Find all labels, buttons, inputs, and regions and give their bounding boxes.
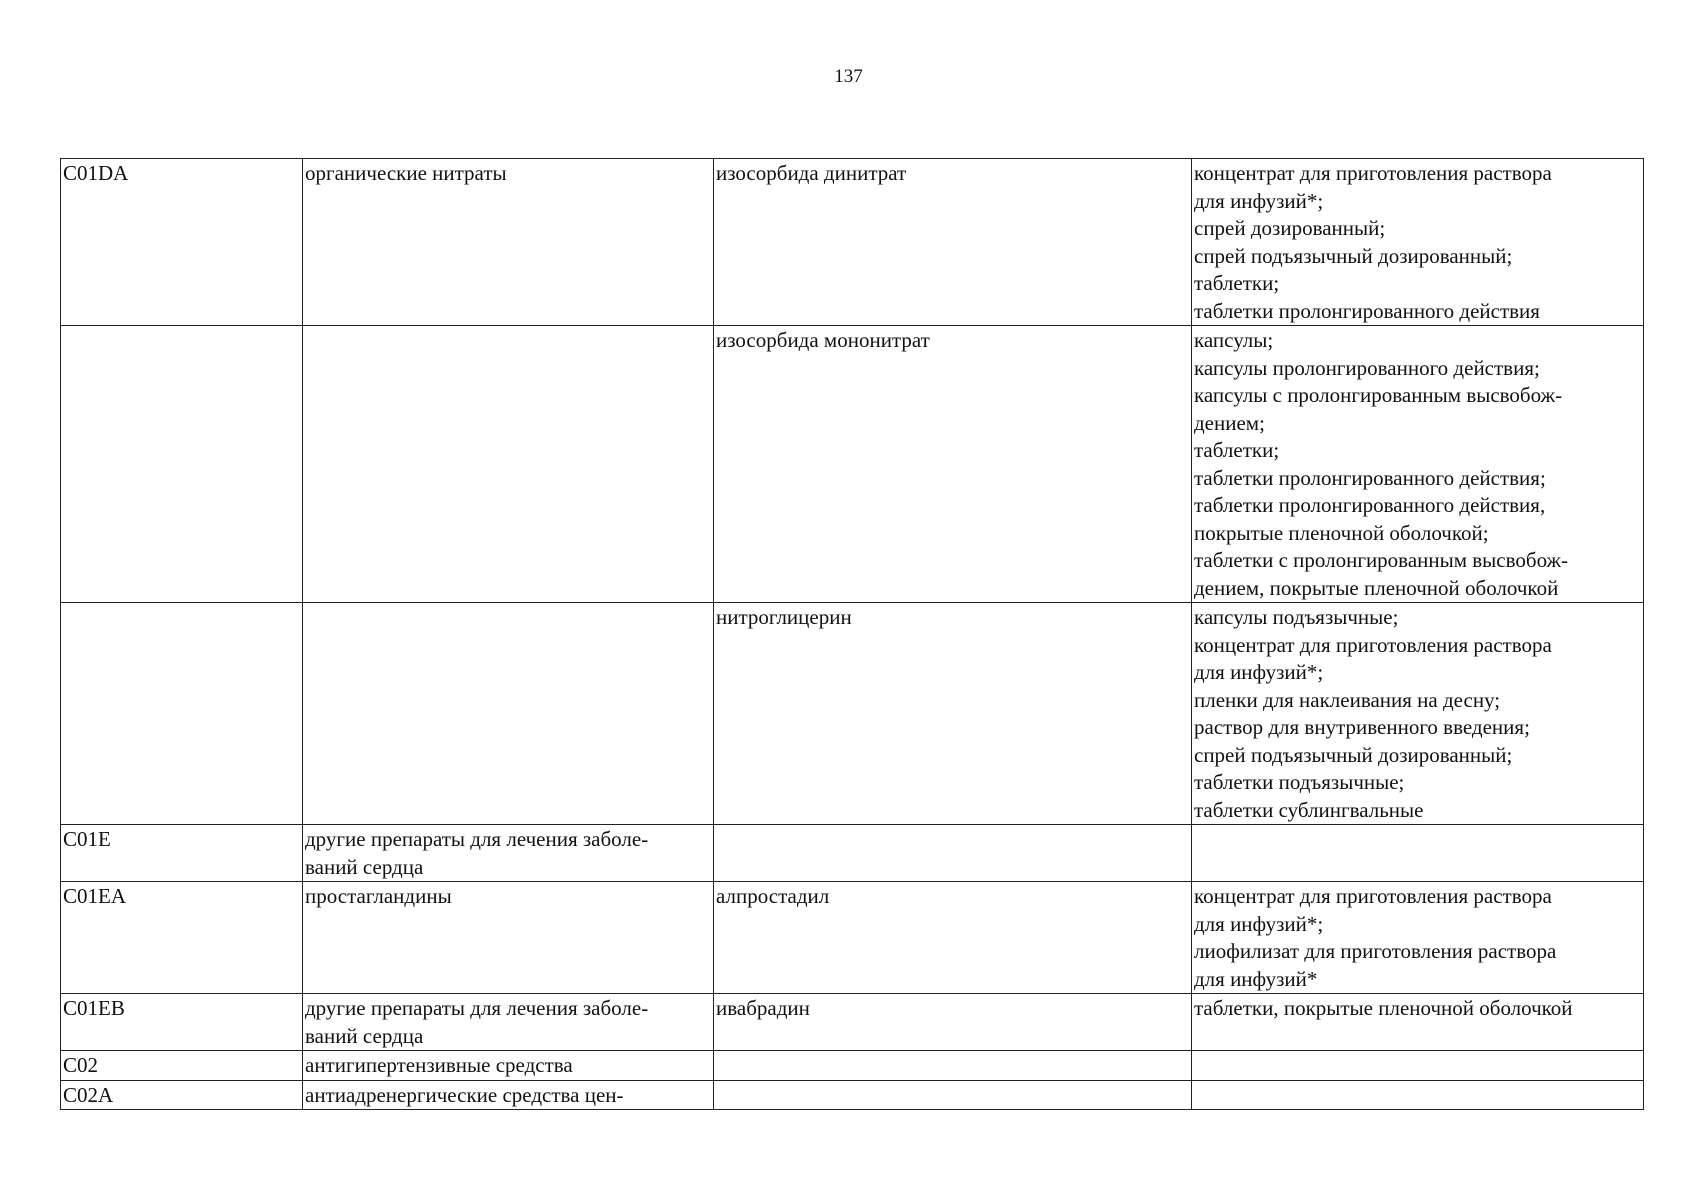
dosage-form-line: дением; [1194, 410, 1265, 435]
drug-name-cell: изосорбида мононитрат [714, 326, 1192, 603]
dosage-form-line: таблетки пролонгированного действия, [1194, 493, 1546, 517]
table-body [61, 159, 1644, 1110]
dosage-form-line: для инфузий* [1194, 966, 1318, 991]
dosage-form-line: капсулы подъязычные; [1194, 605, 1399, 629]
group-text-line: ваний сердца [305, 1023, 424, 1048]
table-row [61, 603, 1644, 825]
dosage-form-cell [1192, 1080, 1644, 1110]
table-row [61, 882, 1644, 994]
dosage-form-line: концентрат для приготовления раствора [1194, 161, 1552, 185]
group-text-line: антигипертензивные средства [305, 1053, 573, 1077]
pharmacological-group-cell [303, 882, 714, 994]
pharmacological-group-cell [303, 603, 714, 825]
dosage-form-line: таблетки; [1194, 438, 1280, 462]
table-row [61, 825, 1644, 882]
table-row [61, 159, 1644, 326]
drug-name-cell: алпростадил [714, 882, 1192, 994]
dosage-form-line: для инфузий*; [1194, 660, 1324, 684]
atc-code-cell: C01EA [61, 882, 303, 994]
pharmacological-group-cell [303, 825, 714, 882]
table-row [61, 994, 1644, 1051]
group-text-line: другие препараты для лечения заболе- [305, 996, 649, 1020]
page-number: 137 [834, 66, 863, 87]
dosage-form-line: раствор для внутривенного введения; [1194, 715, 1530, 739]
atc-code-cell: C01E [61, 825, 303, 882]
dosage-form-line: спрей подъязычный дозированный; [1194, 243, 1513, 268]
group-text-line: органические нитраты [305, 161, 507, 185]
pharmacological-group-cell [303, 994, 714, 1051]
dosage-form-line: таблетки пролонгированного действия [1194, 298, 1540, 323]
dosage-form-line: лиофилизат для приготовления раствора [1194, 939, 1557, 963]
group-text-line: антиадренергические средства цен- [305, 1082, 624, 1107]
dosage-form-cell [1192, 1051, 1644, 1081]
dosage-form-cell [1192, 825, 1644, 882]
pharmacological-group-cell [303, 1051, 714, 1081]
group-text-line: другие препараты для лечения заболе- [305, 827, 649, 851]
dosage-form-line: спрей подъязычный дозированный; [1194, 742, 1513, 767]
atc-code-cell [61, 603, 303, 825]
dosage-form-cell [1192, 603, 1644, 825]
drug-name-cell [714, 1051, 1192, 1081]
dosage-form-line: капсулы; [1194, 328, 1274, 352]
atc-code-cell [61, 326, 303, 603]
dosage-form-cell [1192, 326, 1644, 603]
group-text-line: простагландины [305, 884, 452, 908]
table-row [61, 1080, 1644, 1110]
table-row [61, 326, 1644, 603]
dosage-form-line: капсулы с пролонгированным высвобож- [1194, 383, 1563, 407]
dosage-form-line: таблетки; [1194, 271, 1280, 295]
atc-code-cell: C01DA [61, 159, 303, 326]
pharmacological-group-cell [303, 159, 714, 326]
drug-name-cell [714, 1080, 1192, 1110]
pharmacological-group-cell [303, 326, 714, 603]
atc-code-cell: C01EB [61, 994, 303, 1051]
dosage-form-line: спрей дозированный; [1194, 216, 1386, 240]
drug-name-cell: изосорбида динитрат [714, 159, 1192, 326]
dosage-form-cell [1192, 994, 1644, 1051]
atc-code-cell: C02 [61, 1051, 303, 1081]
dosage-form-line: пленки для наклеивания на десну; [1194, 687, 1501, 712]
dosage-form-line: для инфузий*; [1194, 911, 1324, 936]
table-row [61, 1051, 1644, 1081]
drug-name-cell [714, 825, 1192, 882]
dosage-form-line: концентрат для приготовления раствора [1194, 632, 1552, 657]
dosage-form-line: капсулы пролонгированного действия; [1194, 355, 1540, 380]
dosage-form-line: дением, покрытые пленочной оболочкой [1194, 575, 1559, 600]
drug-list-table [60, 158, 1644, 1110]
pharmacological-group-cell [303, 1080, 714, 1110]
group-text-line: ваний сердца [305, 854, 424, 879]
drug-name-cell: нитроглицерин [714, 603, 1192, 825]
dosage-form-line: таблетки пролонгированного действия; [1194, 465, 1546, 490]
dosage-form-line: для инфузий*; [1194, 188, 1324, 213]
dosage-form-line: покрытые пленочной оболочкой; [1194, 520, 1489, 545]
dosage-form-line: таблетки, покрытые пленочной оболочкой [1194, 996, 1573, 1020]
dosage-form-cell [1192, 882, 1644, 994]
dosage-form-line: таблетки с пролонгированным высвобож- [1194, 548, 1569, 572]
dosage-form-line: таблетки сублингвальные [1194, 797, 1424, 822]
dosage-form-cell [1192, 159, 1644, 326]
drug-name-cell: ивабрадин [714, 994, 1192, 1051]
dosage-form-line: концентрат для приготовления раствора [1194, 884, 1552, 908]
dosage-form-line: таблетки подъязычные; [1194, 770, 1405, 794]
atc-code-cell: C02A [61, 1080, 303, 1110]
